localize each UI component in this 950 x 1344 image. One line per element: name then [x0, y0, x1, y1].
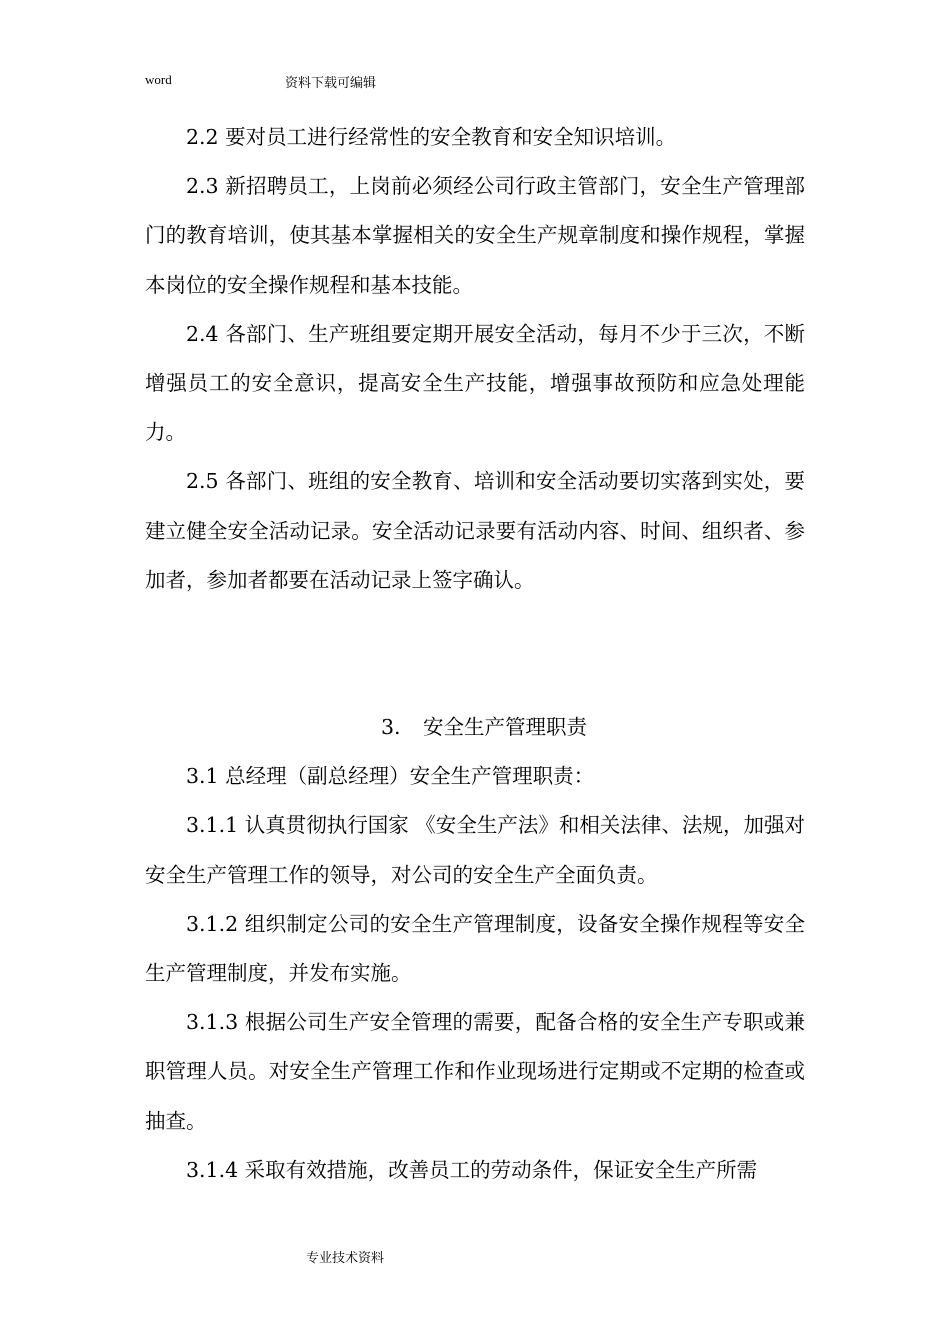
paragraph-2-2: 2.2 要对员工进行经常性的安全教育和安全知识培训。: [186, 125, 677, 149]
paragraph-3-1-3: 3.1.3 根据公司生产安全管理的需要，配备合格的安全生产专职或兼职管理人员。对安全生产管理工作和作业现场进行定期或不定期的检查或抽查。: [145, 1010, 805, 1133]
section-heading: [145, 703, 805, 752]
paragraph-3-1-4: 3.1.4 采取有效措施，改善员工的劳动条件，保证安全生产所需: [186, 1157, 758, 1182]
footer-label: 专业技术资料: [305, 1251, 384, 1266]
header-left-label: word: [145, 72, 172, 87]
paragraph-2-3: 2.3 新招聘员工，上岗前必须经公司行政主管部门，安全生产管理部门的教育培训，使其基本掌握相关的安全生产规章制度和操作规程，掌握本岗位的安全操作规程和基本技能。: [145, 174, 805, 297]
paragraph-2-5: 2.5 各部门、班组的安全教育、培训和安全活动要切实落到实处，要建立健全安全活动记录。安全活动记录要有活动内容、时间、组织者、参加者，参加者都要在活动记录上签字确认。: [145, 469, 805, 592]
header-right-label: 资料下载可编辑: [285, 76, 377, 91]
paragraph-2-4: 2.4 各部门、生产班组要定期开展安全活动，每月不少于三次，不断增强员工的安全意识，提高安全生产技能，增强事故预防和应急处理能力。: [145, 321, 805, 445]
paragraph-3-1-1: 3.1.1 认真贯彻执行国家 《安全生产法》和相关法律、法规，加强对安全生产管理工作的领导，对公司的安全生产全面负责。: [145, 813, 805, 887]
section-spacer: [145, 605, 805, 703]
section-number: 3.: [381, 715, 401, 740]
paragraph-3-1: 3.1 总经理（副总经理）安全生产管理职责：: [186, 764, 595, 789]
paragraph-3-1-2: 3.1.2 组织制定公司的安全生产管理制度，设备安全操作规程等安全生产管理制度，并发布实施。: [145, 911, 805, 986]
document-body: [145, 113, 805, 1195]
section-title: 安全生产管理职责: [423, 715, 587, 740]
